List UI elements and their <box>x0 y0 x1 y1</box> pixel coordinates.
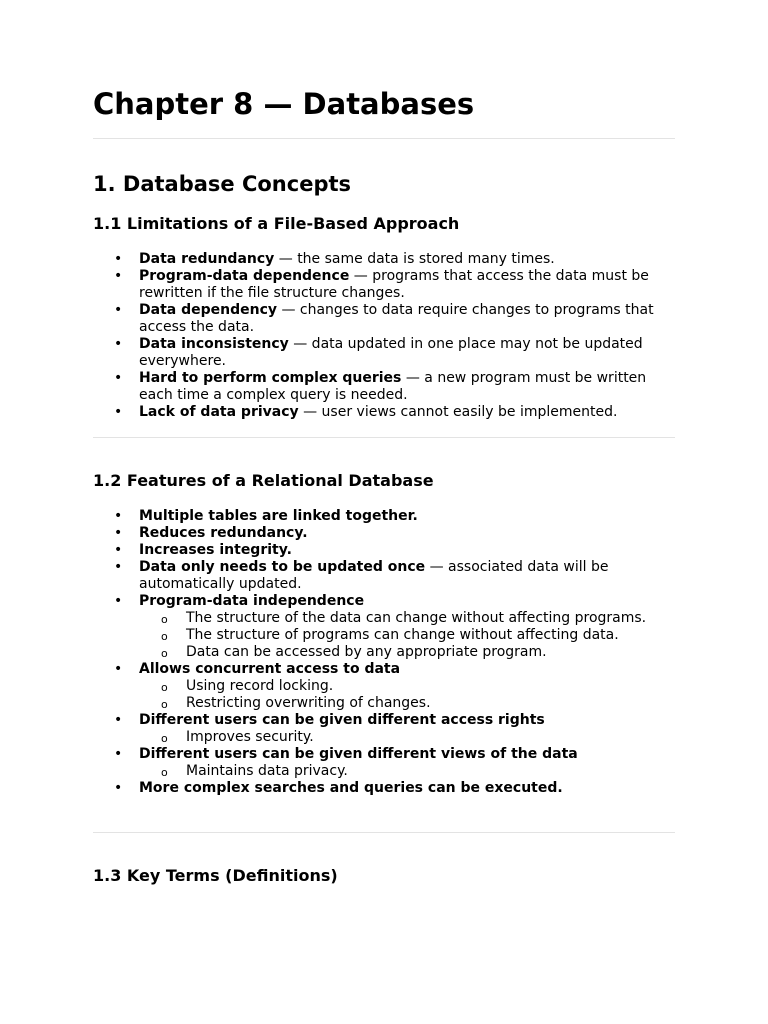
sub-list <box>139 729 683 746</box>
list-item <box>93 251 683 268</box>
list-item <box>93 302 683 336</box>
item-description: — associated data will be automatically updated. <box>139 559 609 592</box>
item-description: — user views cannot easily be implemented. <box>298 404 618 420</box>
sub-list-item: o Improves security. <box>139 729 683 746</box>
item-term: Different users can be given different views of the data <box>139 746 578 762</box>
list-item <box>93 712 683 746</box>
list-item <box>93 404 683 421</box>
list-item <box>93 746 683 780</box>
section-divider <box>93 437 675 438</box>
list-item <box>93 661 683 712</box>
sub-list <box>139 763 683 780</box>
page-title: Chapter 8 — Databases <box>93 87 475 121</box>
list-item <box>93 780 683 797</box>
item-description: — data updated in one place may not be updated everywhere. <box>139 336 643 369</box>
item-term: More complex searches and queries can be executed. <box>139 780 563 796</box>
sub-list-item: o Restricting overwriting of changes. <box>139 695 683 712</box>
item-description: — a new program must be written each time a complex query is needed. <box>139 370 647 403</box>
item-term: Reduces redundancy. <box>139 525 308 541</box>
sub-list <box>139 678 683 712</box>
list-item <box>93 508 683 525</box>
limitations-list <box>93 251 683 421</box>
item-term: Increases integrity. <box>139 542 292 558</box>
features-list <box>93 508 683 797</box>
sub-list-item: o The structure of the data can change without affecting programs. <box>139 610 683 627</box>
section-heading: 1. Database Concepts <box>93 172 352 196</box>
list-item <box>93 559 683 593</box>
item-term: Program-data independence <box>139 593 365 609</box>
item-term: Data redundancy <box>139 251 275 267</box>
item-term: Data inconsistency <box>139 336 289 352</box>
item-term: Different users can be given different access rights <box>139 712 545 728</box>
item-description: — changes to data require changes to programs that access the data. <box>139 302 654 335</box>
item-description: — programs that access the data must be rewritten if the file structure changes. <box>139 268 649 301</box>
sub-list-item: o Using record locking. <box>139 678 683 695</box>
subsection-heading: 1.2 Features of a Relational Database <box>93 471 434 490</box>
item-term: Lack of data privacy <box>139 404 299 420</box>
sub-list-item: o The structure of programs can change without affecting data. <box>139 627 683 644</box>
sub-list-item: o Data can be accessed by any appropriate program. <box>139 644 683 661</box>
section-divider <box>93 832 675 833</box>
subsection-heading: 1.3 Key Terms (Definitions) <box>93 866 338 885</box>
item-term: Program-data dependence <box>139 268 350 284</box>
sub-list <box>139 610 683 661</box>
item-term: Allows concurrent access to data <box>139 661 401 677</box>
item-term: Data only needs to be updated once <box>139 559 426 575</box>
item-term: Multiple tables are linked together. <box>139 508 418 524</box>
title-divider <box>93 138 675 139</box>
list-item <box>93 542 683 559</box>
list-item <box>93 336 683 370</box>
item-term: Data dependency <box>139 302 277 318</box>
item-term: Hard to perform complex queries <box>139 370 402 386</box>
sub-list-item: o Maintains data privacy. <box>139 763 683 780</box>
item-description: — the same data is stored many times. <box>274 251 555 267</box>
list-item <box>93 593 683 661</box>
list-item <box>93 525 683 542</box>
list-item <box>93 370 683 404</box>
list-item <box>93 268 683 302</box>
subsection-heading: 1.1 Limitations of a File-Based Approach <box>93 214 460 233</box>
